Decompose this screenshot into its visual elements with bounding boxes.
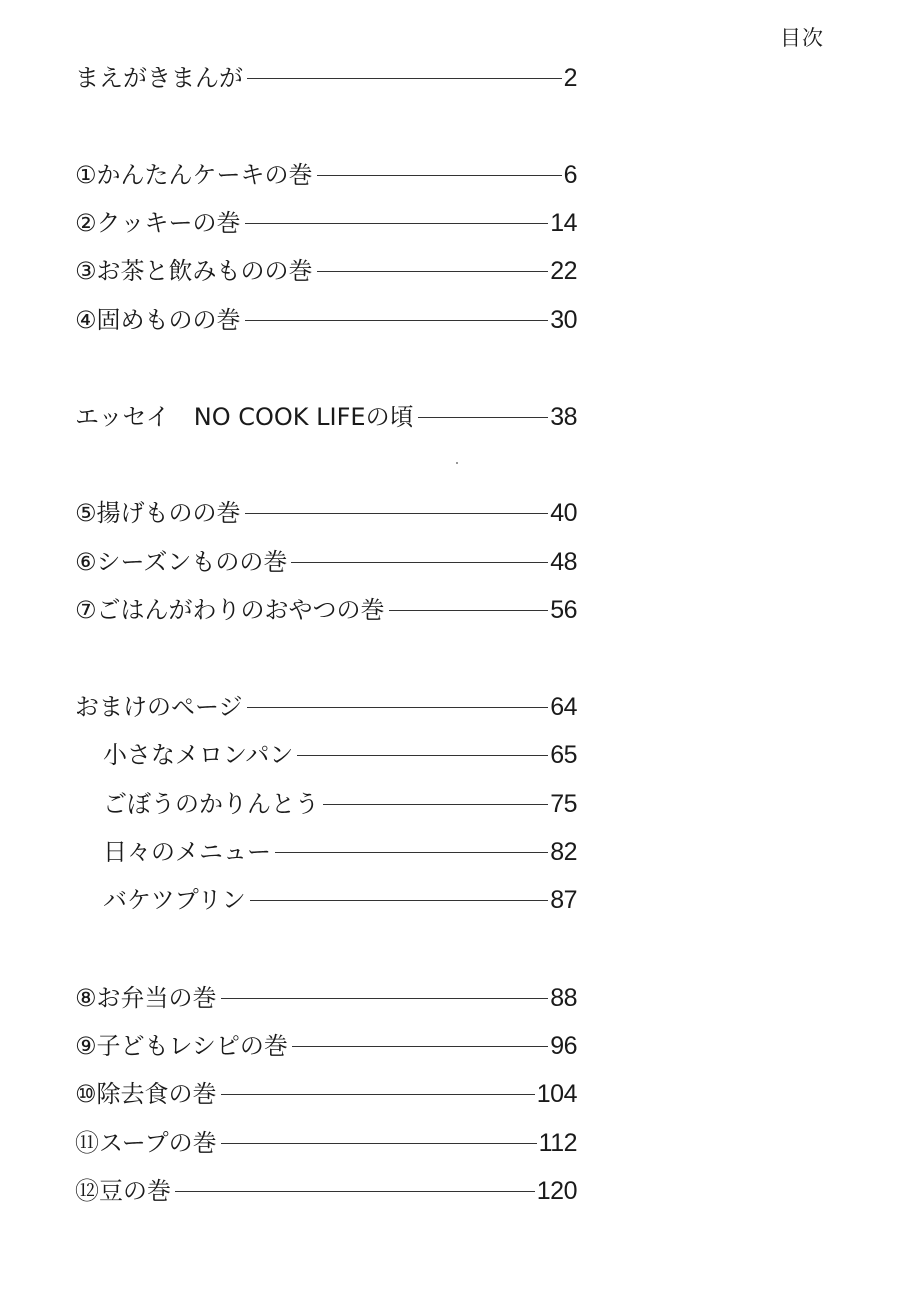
dot-leader: [317, 175, 562, 176]
dot-leader: [297, 755, 548, 756]
dot-leader: [245, 320, 549, 321]
toc-subentry-melon-pan[interactable]: [103, 738, 577, 772]
dot-leader: [291, 562, 548, 563]
dot-leader: [175, 1191, 535, 1192]
dot-leader: [247, 707, 549, 708]
toc-entry-label: ⑧お弁当の巻: [75, 984, 217, 1012]
dot-leader: [221, 1143, 537, 1144]
toc-entry-page-number: 112: [538, 1129, 577, 1157]
toc-entry-page-number: 38: [550, 403, 577, 431]
toc-entry-label: ごぼうのかりんとう: [103, 790, 319, 818]
toc-subentry-daily-menu[interactable]: [103, 835, 577, 869]
toc-entry-label: ②クッキーの巻: [75, 209, 241, 237]
dot-leader: [221, 998, 549, 999]
toc-entry-label: おまけのページ: [75, 693, 243, 721]
toc-entry-chapter-11[interactable]: [75, 1126, 577, 1160]
toc-entry-page-number: 65: [550, 741, 577, 769]
toc-entry-label: ③お茶と飲みものの巻: [75, 257, 313, 285]
toc-entry-label: 小さなメロンパン: [103, 741, 294, 769]
toc-entry-label: ①かんたんケーキの巻: [75, 161, 313, 189]
toc-entry-chapter-1[interactable]: [75, 158, 577, 192]
toc-entry-page-number: 2: [563, 64, 577, 92]
toc-subentry-bucket-pudding[interactable]: [103, 883, 577, 917]
toc-entry-page-number: 14: [550, 209, 577, 237]
dot-leader: [245, 223, 549, 224]
toc-entry-page-number: 6: [563, 161, 577, 189]
dot-leader: [323, 804, 548, 805]
dot-leader: [317, 271, 549, 272]
toc-entry-chapter-9[interactable]: [75, 1029, 577, 1063]
toc-entry-label: ⑦ごはんがわりのおやつの巻: [75, 596, 385, 624]
scan-speck: [456, 462, 458, 464]
dot-leader: [292, 1046, 548, 1047]
toc-entry-label: ⑨子どもレシピの巻: [75, 1032, 288, 1060]
toc-entry-page-number: 48: [550, 548, 577, 576]
toc-entry-label: ⑫豆の巻: [75, 1177, 171, 1205]
toc-entry-page-number: 88: [550, 984, 577, 1012]
dot-leader: [418, 417, 549, 418]
toc-entry-label: ⑪スープの巻: [75, 1129, 217, 1157]
dot-leader: [245, 513, 549, 514]
dot-leader: [250, 900, 548, 901]
dot-leader: [389, 610, 549, 611]
toc-entry-page-number: 40: [550, 499, 577, 527]
toc-entry-chapter-7[interactable]: [75, 593, 577, 627]
toc-entry-chapter-10[interactable]: [75, 1077, 577, 1111]
toc-entry-page-number: 120: [536, 1177, 577, 1205]
toc-entry-page-number: 96: [550, 1032, 577, 1060]
table-of-contents: [75, 0, 577, 1290]
toc-entry-chapter-5[interactable]: [75, 496, 577, 530]
toc-entry-chapter-8[interactable]: [75, 981, 577, 1015]
toc-entry-page-number: 30: [550, 306, 577, 334]
toc-entry-chapter-12[interactable]: [75, 1174, 577, 1208]
toc-entry-label: バケツプリン: [103, 886, 246, 914]
toc-entry-essay[interactable]: [75, 400, 577, 434]
toc-entry-page-number: 22: [550, 257, 577, 285]
toc-entry-chapter-3[interactable]: [75, 254, 577, 288]
toc-entry-chapter-4[interactable]: [75, 303, 577, 337]
dot-leader: [221, 1094, 535, 1095]
dot-leader: [275, 852, 548, 853]
toc-entry-page-number: 104: [536, 1080, 577, 1108]
toc-entry-page-number: 64: [550, 693, 577, 721]
toc-entry-page-number: 87: [550, 886, 577, 914]
toc-entry-label: 日々のメニュー: [103, 838, 271, 866]
toc-entry-page-number: 75: [550, 790, 577, 818]
toc-entry-label: まえがきまんが: [75, 64, 243, 92]
toc-entry-maegaki-manga[interactable]: [75, 61, 577, 95]
toc-heading: 目次: [780, 26, 824, 50]
toc-entry-chapter-2[interactable]: [75, 206, 577, 240]
toc-subentry-gobou-karintou[interactable]: [103, 787, 577, 821]
toc-entry-page-number: 56: [550, 596, 577, 624]
toc-entry-label: ⑥シーズンものの巻: [75, 548, 288, 576]
toc-entry-page-number: 82: [550, 838, 577, 866]
toc-entry-label: ④固めものの巻: [75, 306, 241, 334]
toc-entry-chapter-6[interactable]: [75, 545, 577, 579]
toc-entry-bonus-pages[interactable]: [75, 690, 577, 724]
dot-leader: [247, 78, 562, 79]
toc-entry-label: ⑤揚げものの巻: [75, 499, 241, 527]
toc-entry-label: ⑩除去食の巻: [75, 1080, 217, 1108]
toc-entry-label: エッセイ NO COOK LIFEの頃: [75, 403, 414, 431]
